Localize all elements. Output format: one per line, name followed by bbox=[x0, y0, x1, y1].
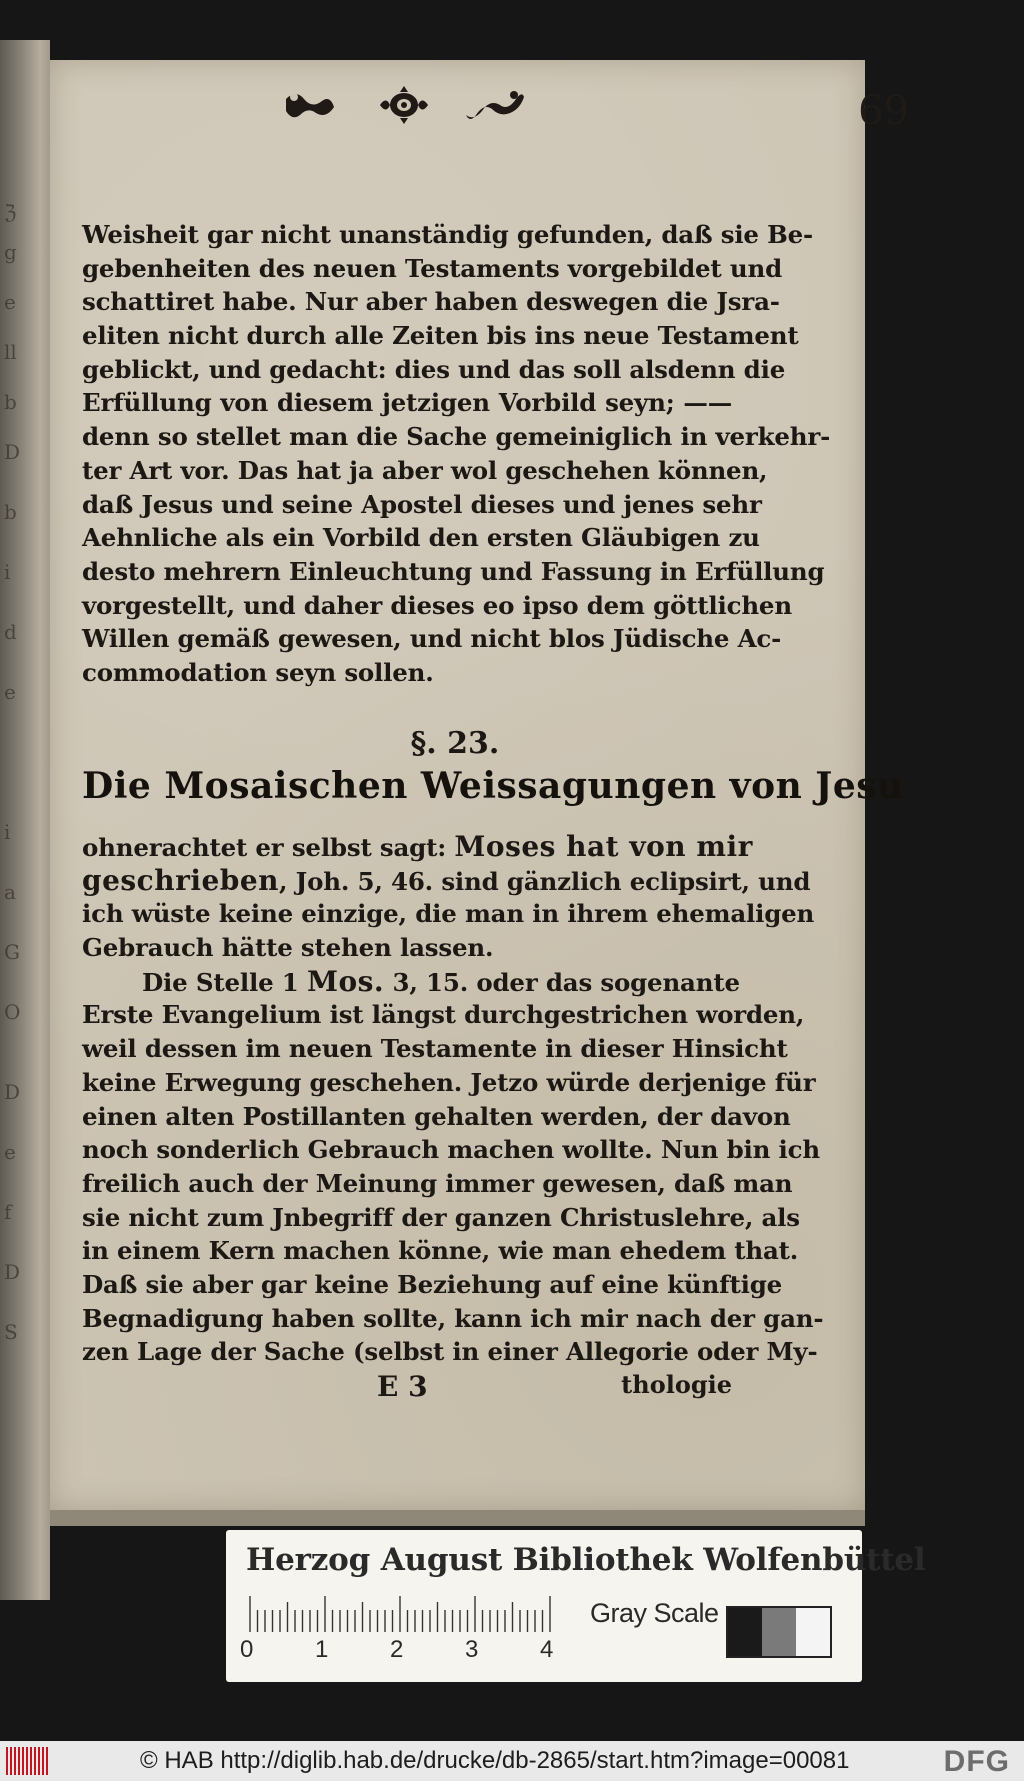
text-line: Begnadigung haben sollte, kann ich mir nach der gan- bbox=[82, 1303, 824, 1333]
text-line: vorgestellt, und daher dieses eo ipso dem göttlichen bbox=[82, 590, 792, 620]
text-line: noch sonderlich Gebrauch machen wollte. Nun bin ich bbox=[82, 1135, 820, 1165]
gray-swatch-dark bbox=[728, 1608, 762, 1656]
library-name: Herzog August Bibliothek Wolfenbüttel bbox=[246, 1542, 926, 1578]
ruler-label: 4 bbox=[540, 1636, 554, 1663]
text-line: sie nicht zum Jnbegriff der ganzen Christuslehre, als bbox=[82, 1202, 800, 1232]
dfg-logo: DFG bbox=[943, 1745, 1010, 1778]
emphasized-text: Mos. bbox=[306, 964, 385, 998]
gray-scale-swatches bbox=[726, 1606, 832, 1658]
ruler-labels bbox=[240, 1636, 560, 1666]
emphasized-text: geschrieben bbox=[82, 863, 280, 897]
text-line: gebenheiten des neuen Testaments vorgebildet und bbox=[82, 253, 783, 283]
text-line: Gebrauch hätte stehen lassen. bbox=[82, 933, 494, 963]
text-line: eliten nicht durch alle Zeiten bis ins neue Testament bbox=[82, 321, 799, 351]
text-line: commodation seyn sollen. bbox=[82, 657, 434, 687]
gray-scale-label: Gray Scale bbox=[590, 1598, 719, 1628]
text-line: Daß sie aber gar keine Beziehung auf eine künftige bbox=[82, 1269, 783, 1299]
text-line: desto mehrern Einleuchtung und Fassung in Erfüllung bbox=[82, 556, 825, 586]
text-line: ohnerachtet er selbst sagt: Moses hat von mir bbox=[82, 830, 753, 863]
right-scroll-ornament-icon bbox=[462, 80, 526, 130]
text-line: keine Erwegung geschehen. Jetzo würde derjenige für bbox=[82, 1067, 816, 1097]
text-line: weil dessen im neuen Testamente in dieser Hinsicht bbox=[82, 1034, 788, 1064]
page-footer-catchwords bbox=[82, 1370, 732, 1403]
viewer-footer bbox=[0, 1741, 1024, 1781]
text-line: einen alten Postillanten gehalten werden, der davon bbox=[82, 1101, 791, 1131]
left-scroll-ornament-icon bbox=[282, 80, 338, 130]
section-text-block bbox=[82, 830, 824, 1369]
text-line: Erste Evangelium ist längst durchgestrichen worden, bbox=[82, 1000, 805, 1030]
adjacent-page-edge: ℨ g e ll b D b i d e i a G O D e f D S bbox=[0, 40, 50, 1600]
text-line: schattiret habe. Nur aber haben deswegen die Jsra- bbox=[82, 287, 780, 317]
section-heading: Die Mosaischen Weissagungen von Jesu bbox=[82, 765, 904, 807]
text-line: daß Jesus und seine Apostel dieses und jenes sehr bbox=[82, 489, 762, 519]
text-line: denn so stellet man die Sache gemeiniglich in verkehr- bbox=[82, 422, 831, 452]
text-line: geblickt, und gedacht: dies und das soll alsdenn die bbox=[82, 354, 786, 384]
text-line: in einem Kern machen könne, wie man ehedem that. bbox=[82, 1236, 799, 1266]
ruler-label: 0 bbox=[240, 1636, 254, 1663]
text-line: Die Stelle 1 Mos. 3, 15. oder das sogenante bbox=[142, 964, 740, 998]
copyright-link[interactable]: © HAB http://diglib.hab.de/drucke/db-2865/start.htm?image=00081 bbox=[140, 1747, 850, 1774]
center-flower-ornament-icon bbox=[378, 80, 430, 130]
text-line: ter Art vor. Das hat ja aber wol geschehen können, bbox=[82, 455, 768, 485]
text-line: Weisheit gar nicht unanständig gefunden, daß sie Be- bbox=[82, 220, 814, 249]
section-number: §. 23. bbox=[410, 726, 500, 761]
emphasized-text: Moses hat von mir bbox=[454, 830, 753, 863]
text-line: geschrieben, Joh. 5, 46. sind gänzlich eclipsirt, und bbox=[82, 863, 811, 897]
ruler-label: 1 bbox=[315, 1636, 329, 1663]
signature-mark: E 3 bbox=[377, 1370, 428, 1403]
gray-swatch-mid bbox=[762, 1608, 796, 1656]
scan-color-calibration-card bbox=[226, 1530, 926, 1682]
gray-swatch-light bbox=[796, 1608, 830, 1656]
text-line: zen Lage der Sache (selbst in einer Allegorie oder My- bbox=[82, 1337, 818, 1367]
ruler-scale bbox=[248, 1596, 560, 1632]
text-line: ich wüste keine einzige, die man in ihrem ehemaligen bbox=[82, 899, 815, 929]
page-number: 69 bbox=[858, 88, 909, 134]
ruler-label: 2 bbox=[390, 1636, 404, 1663]
text-line: Aehnliche als ein Vorbild den ersten Gläubigen zu bbox=[82, 523, 760, 553]
text-line: Willen gemäß gewesen, und nicht blos Jüdische Ac- bbox=[82, 624, 782, 654]
ruler-label: 3 bbox=[465, 1636, 479, 1663]
text-line: Erfüllung von diesem jetzigen Vorbild seyn; —— bbox=[82, 388, 732, 418]
catchword: thologie bbox=[621, 1370, 732, 1399]
barcode-icon bbox=[6, 1747, 50, 1775]
body-text-block bbox=[82, 218, 831, 690]
text-line: freilich auch der Meinung immer gewesen, daß man bbox=[82, 1168, 793, 1198]
page-bottom-edge bbox=[50, 1510, 865, 1526]
